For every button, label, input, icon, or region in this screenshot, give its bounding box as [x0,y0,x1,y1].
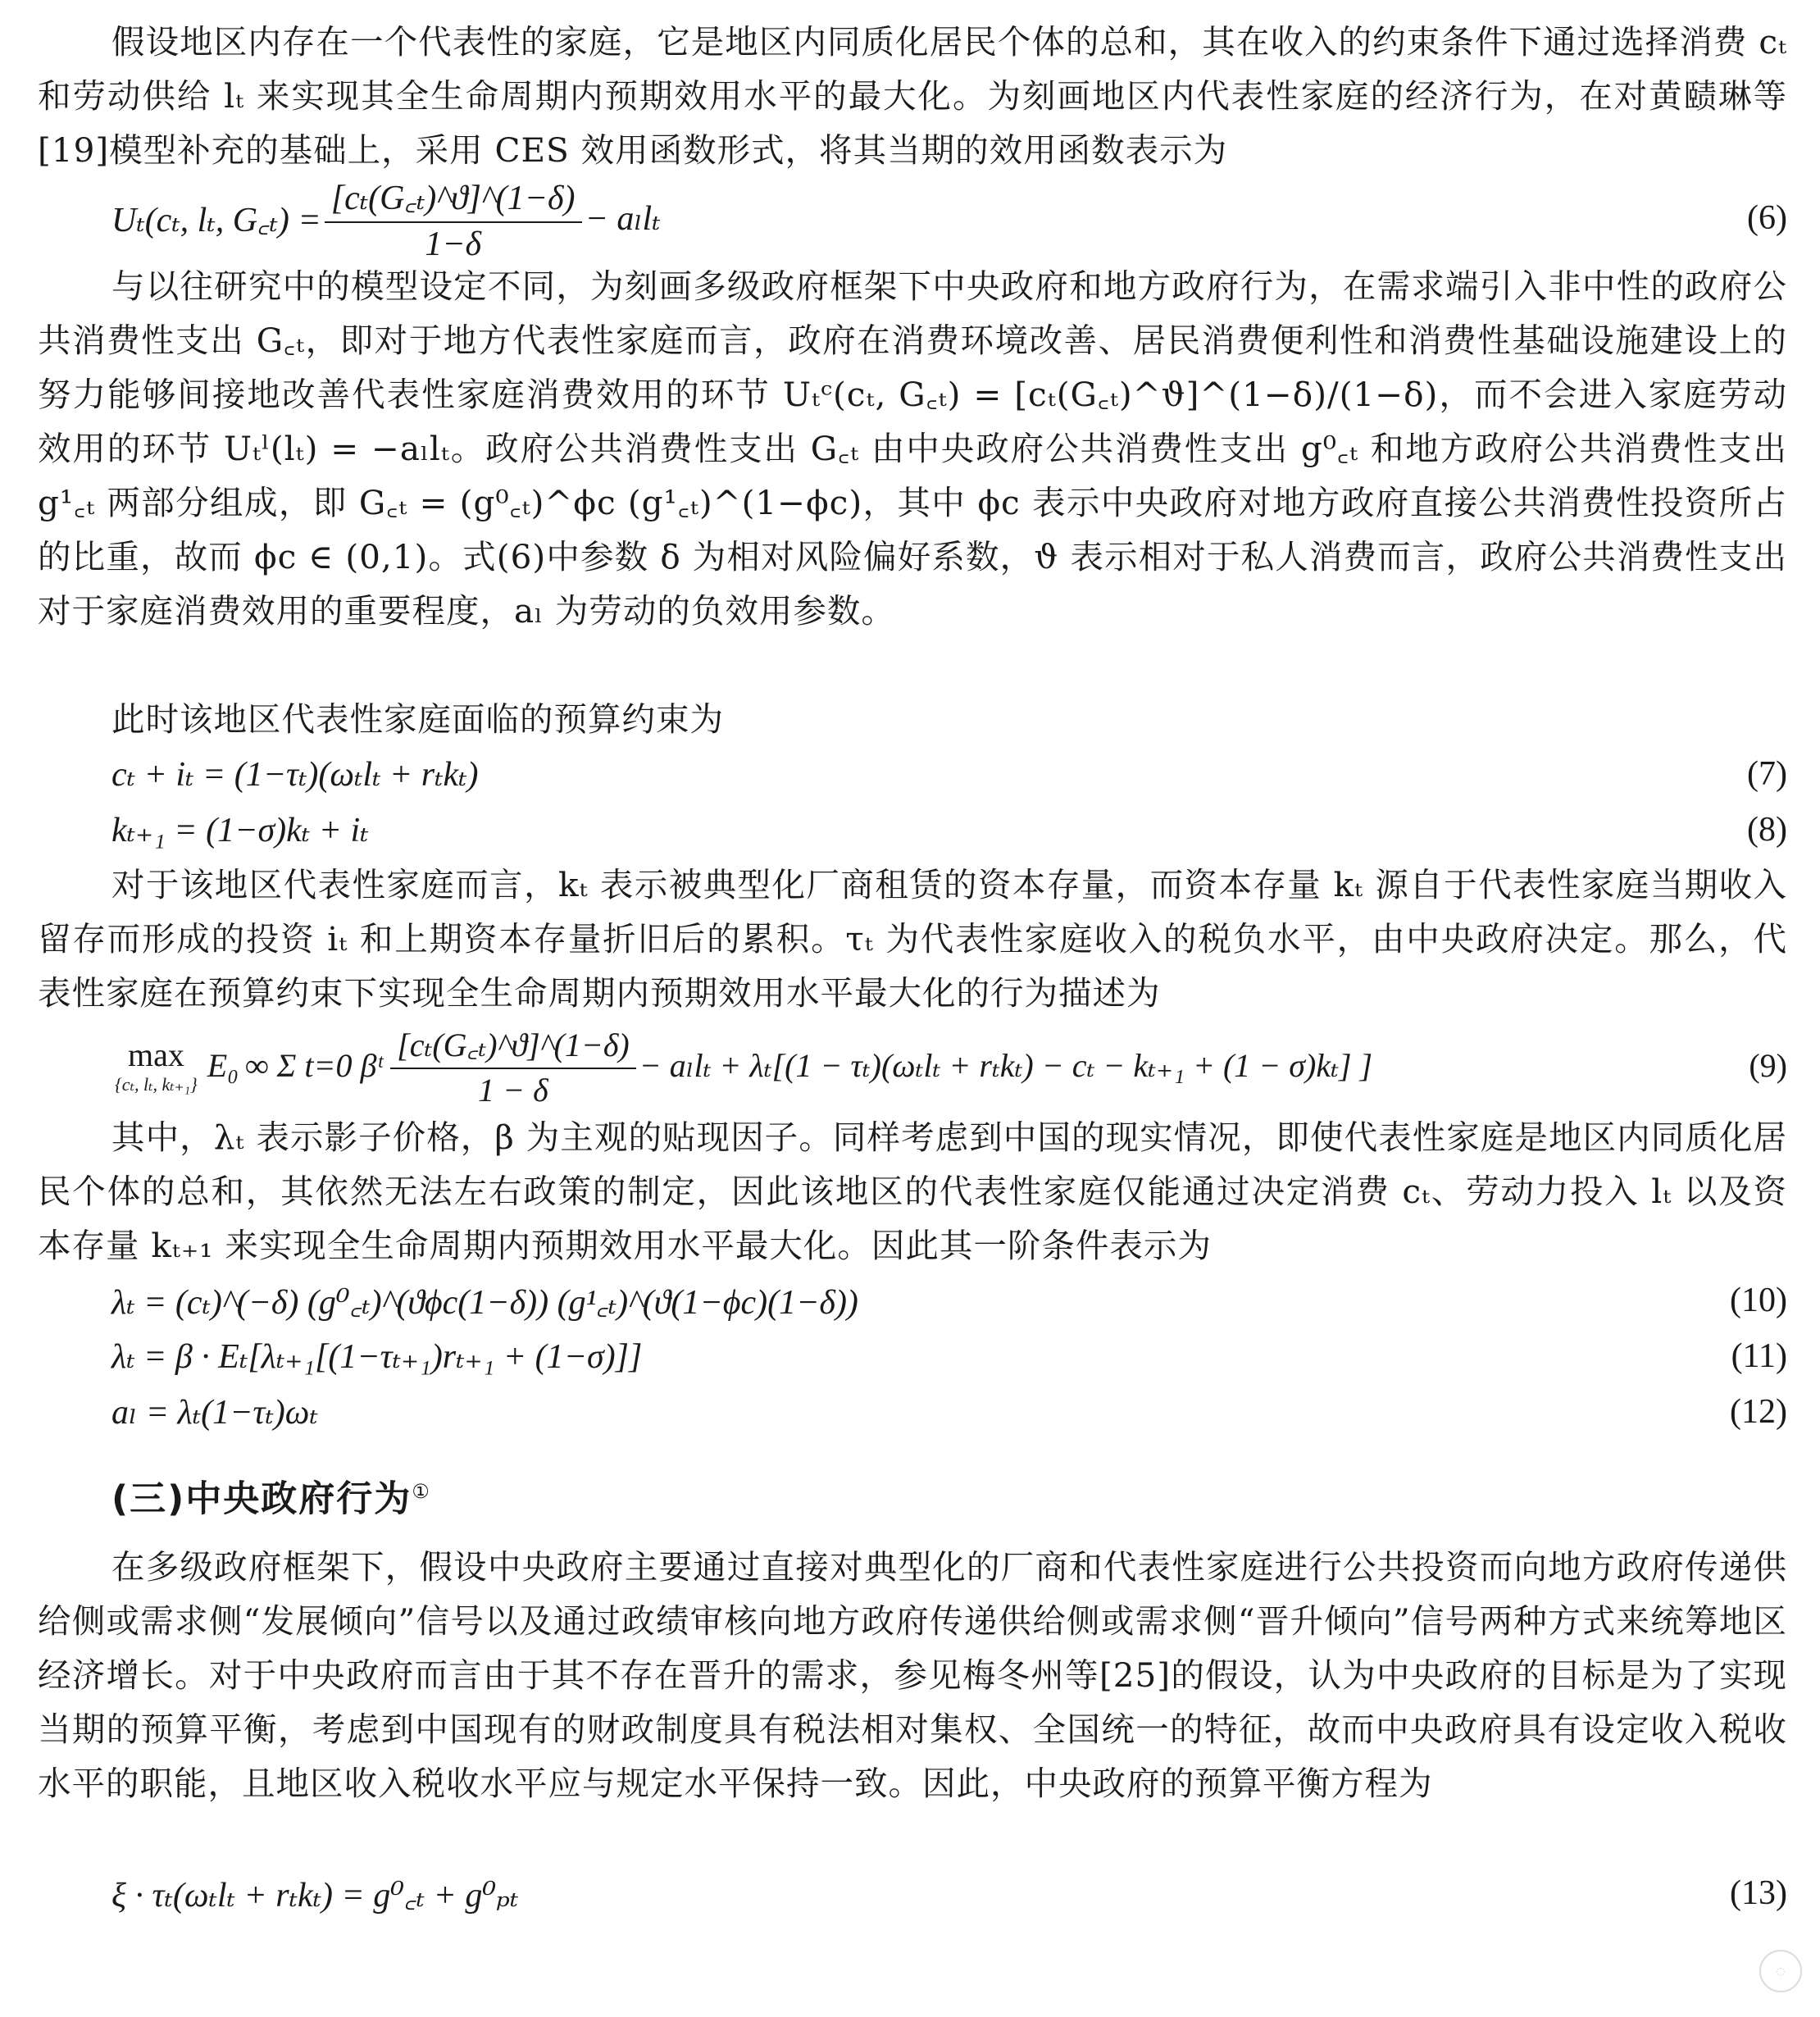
eq10-number: (10) [1730,1282,1787,1319]
eq13-number: (13) [1730,1874,1787,1912]
eq6-number: (6) [1747,199,1787,237]
eq9-numerator: [cₜ(G꜀ₜ)^ϑ]^(1−δ) [390,1021,636,1069]
paragraph-budget-intro: 此时该地区代表性家庭面临的预算约束为 [111,699,724,739]
eq6-denominator: 1−δ [425,225,482,263]
equation-12 [38,1384,1787,1440]
eq6-lhs: Uₜ(cₜ, lₜ, G꜀ₜ) = [111,201,321,239]
eq9-rhs: − aₗlₜ + λₜ[(1 − τₜ)(ωₜlₜ + rₜkₜ) − cₜ − kₜ₊₁ + (1 − σ)kₜ] ] [639,1046,1373,1084]
footnote-marker: ① [412,1480,431,1503]
eq8-number: (8) [1747,811,1787,849]
eq6-fraction [325,173,582,264]
equation-7 [38,746,1787,802]
section-heading-text: (三)中央政府行为 [111,1477,412,1520]
equation-13 [38,1864,1787,1922]
eq12-expr: aₗ = λₜ(1−τₜ)ωₜ [111,1394,318,1432]
watermark-stamp-icon: ◌ [1759,1950,1802,1992]
equation-9 [38,1020,1787,1110]
paragraph-public-consumption: 与以往研究中的模型设定不同，为刻画多级政府框架下中央政府和地方政府行为，在需求端引入非中性的政府公共消费性支出 G꜀ₜ，即对于地方代表性家庭而言，政府在消费环境改善、居民消费便利性和消费性基础设施建设上的努力能够间接地改善代表性家庭消费效用的环节 Uₜᶜ(cₜ, G꜀ₜ) = [cₜ(G꜀ₜ)^ϑ]^(1−δ)/(1−δ)，而不会进入家庭劳动效用的环节 Uₜˡ(lₜ) = −aₗlₜ。政府公共消费性支出 G꜀ₜ 由中央政府公共消费性支出 g⁰꜀ₜ 和地方政府公共消费性支出 g¹꜀ₜ 两部分组成，即 G꜀ₜ = (g⁰꜀ₜ)^ϕc (g¹꜀ₜ)^(1−ϕc)，其中 ϕc 表示中央政府对地方政府直接公共消费性投资所占的比重，故而 ϕc ∈ (0,1)。式(6)中参数 δ 为相对风险偏好系数，ϑ 表示相对于私人消费而言，政府公共消费性支出对于家庭消费效用的重要程度，aₗ 为劳动的负效用参数。 [38,266,1787,631]
equation-10 [38,1273,1787,1328]
eq6-rhs: − aₗlₜ [585,200,661,238]
eq9-number: (9) [1749,1046,1787,1084]
eq9-denominator: 1 − δ [478,1072,548,1109]
eq7-expr: cₜ + iₜ = (1−τₜ)(ωₜlₜ + rₜkₜ) [111,756,479,794]
eq9-fraction [390,1021,636,1109]
eq10-expr: λₜ = (cₜ)^(−δ) (g⁰꜀ₜ)^(ϑϕc(1−δ)) (g¹꜀ₜ)^(ϑ(1−ϕc)(1−δ)) [111,1283,858,1322]
paragraph-household-intro: 假设地区内存在一个代表性的家庭，它是地区内同质化居民个体的总和，其在收入的约束条件下通过选择消费 cₜ 和劳动供给 lₜ 来实现其全生命周期内预期效用水平的最大化。为刻画地区内代表性家庭的经济行为，在对黄赜琳等[19]模型补充的基础上，采用 CES 效用函数形式，将其当期的效用函数表示为 [38,22,1787,170]
eq12-number: (12) [1730,1393,1787,1431]
eq8-expr: kₜ₊₁ = (1−σ)kₜ + iₜ [111,812,369,849]
equation-11 [38,1328,1787,1384]
eq6-numerator: [cₜ(G꜀ₜ)^ϑ]^(1−δ) [325,173,582,223]
eq9-max: max [127,1036,184,1073]
eq9-max-subscript: {cₜ, lₜ, kₜ₊₁} [115,1073,198,1095]
eq11-expr: λₜ = β · Eₜ[λₜ₊₁[(1−τₜ₊₁)rₜ₊₁ + (1−σ)]] [111,1338,643,1376]
paragraph-first-order: 其中，λₜ 表示影子价格，β 为主观的贴现因子。同样考虑到中国的现实情况，即使代表性家庭是地区内同质化居民个体的总和，其依然无法左右政策的制定，因此该地区的代表性家庭仅能通过决定消费 cₜ、劳动力投入 lₜ 以及资本存量 kₜ₊₁ 来实现全生命周期内预期效用水平最大化。因此其一阶条件表示为 [38,1118,1787,1265]
eq11-number: (11) [1731,1337,1787,1375]
eq13-expr: ξ · τₜ(ωₜlₜ + rₜkₜ) = g⁰꜀ₜ + g⁰ₚₜ [111,1876,519,1915]
paragraph-capital: 对于该地区代表性家庭而言，kₜ 表示被典型化厂商租赁的资本存量，而资本存量 kₜ 源自于代表性家庭当期收入留存而形成的投资 iₜ 和上期资本存量折旧后的累积。τₜ 为代表性家庭收入的税负水平，由中央政府决定。那么，代表性家庭在预算约束下实现全生命周期内预期效用水平最大化的行为描述为 [38,865,1787,1013]
eq7-number: (7) [1747,755,1787,793]
eq9-max-operator [115,1036,198,1095]
eq9-expectation: E₀ [207,1046,239,1084]
equation-8 [38,802,1787,858]
paragraph-central-government: 在多级政府框架下，假设中央政府主要通过直接对典型化的厂商和代表性家庭进行公共投资而向地方政府传递供给侧或需求侧“发展倾向”信号以及通过政绩审核向地方政府传递供给侧或需求侧“晋升倾向”信号两种方式来统筹地区经济增长。对于中央政府而言由于其不存在晋升的需求，参见梅冬州等[25]的假设，认为中央政府的目标是为了实现当期的预算平衡，考虑到中国现有的财政制度具有税法相对集权、全国统一的特征，故而中央政府具有设定收入税收水平的职能，且地区收入税收水平应与规定水平保持一致。因此，中央政府的预算平衡方程为 [38,1547,1787,1803]
eq9-sum: ∞ Σ t=0 βᵗ [245,1046,383,1084]
equation-6 [38,177,1787,263]
section-heading [38,1455,1787,1528]
